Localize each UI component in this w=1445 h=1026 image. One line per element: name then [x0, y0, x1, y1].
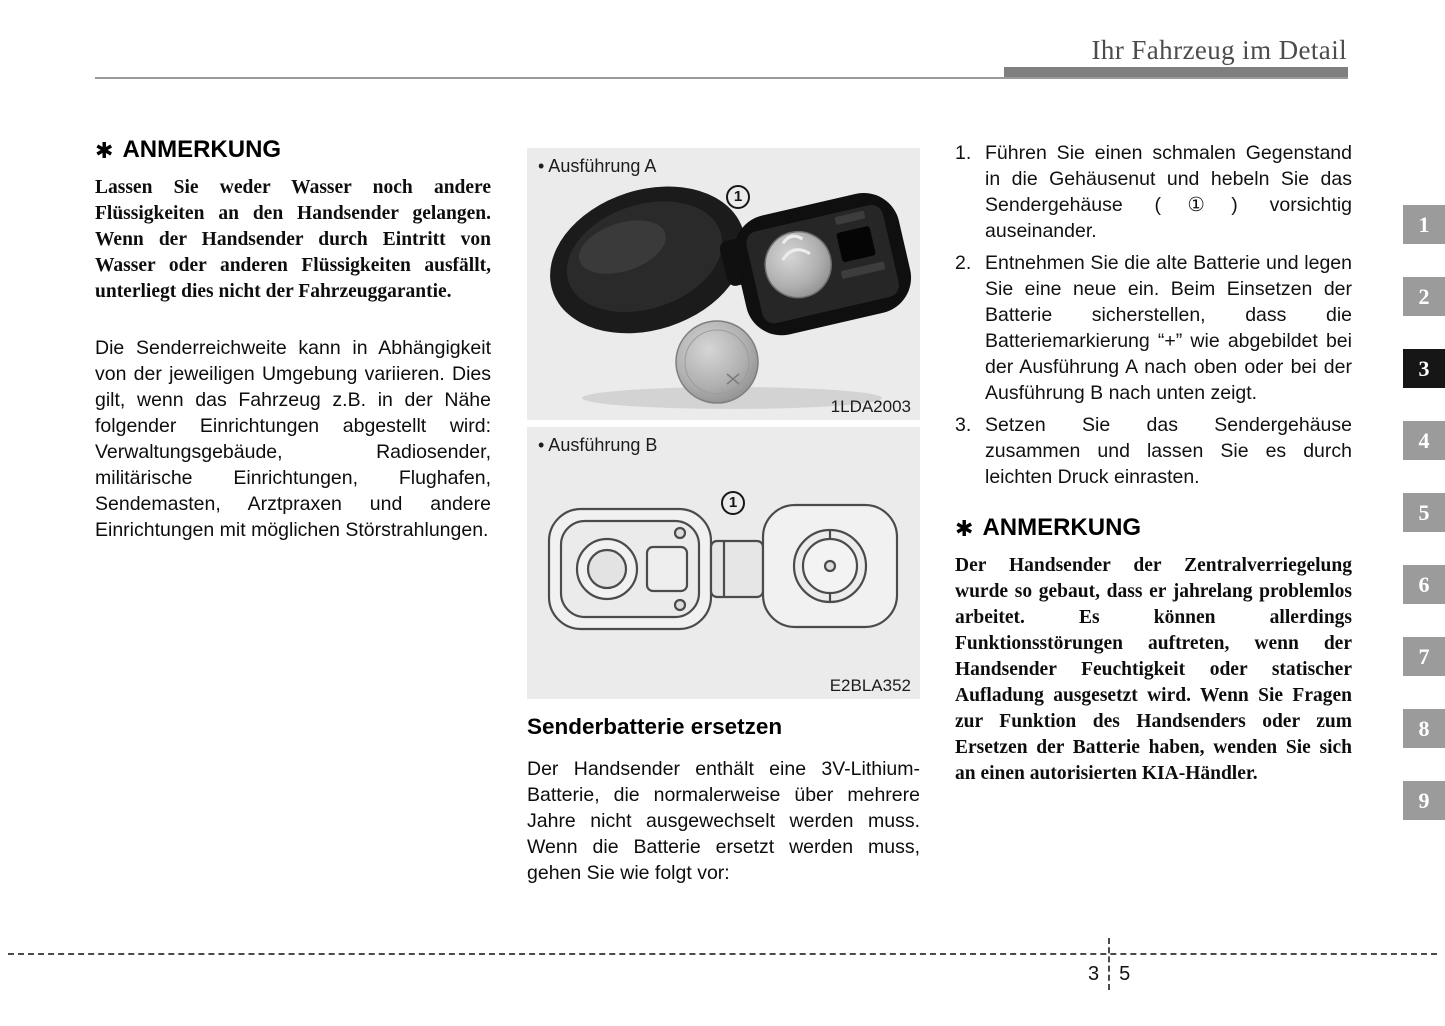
chapter-tab-4: 4: [1403, 421, 1445, 460]
remote-fob-photo-illustration: [527, 148, 920, 420]
step-1-number: 1.: [955, 142, 972, 164]
note-title-right: ANMERKUNG: [982, 514, 1142, 541]
chapter-tab-7: 7: [1403, 637, 1445, 676]
step-3-number: 3.: [955, 414, 972, 436]
figure-ausfuehrung-b: [527, 427, 920, 699]
figure-b-code: E2BLA352: [829, 676, 911, 695]
figure-a-code: 1LDA2003: [830, 397, 911, 416]
footer-dashed-line: [8, 953, 1437, 955]
chapter-tab-9: 9: [1403, 781, 1445, 820]
callout-1-icon: 1: [721, 491, 745, 515]
chapter-tab-6: 6: [1403, 565, 1445, 604]
step-1-text: Führen Sie einen schmalen Gegenstand in die Gehäusenut und hebeln Sie das Sendergehäuse (①) vorsichtig auseinander.: [985, 142, 1352, 242]
chapter-tab-1: 1: [1403, 205, 1445, 244]
step-item-1: [955, 140, 1352, 244]
figure-b-caption: • Ausführung B: [538, 435, 658, 455]
chapter-tabs: [1403, 205, 1445, 853]
body-text-middle: Der Handsender enthält eine 3V-Lithium-Batterie, die normalerweise über mehrere Jahre nicht ausgewechselt werden muss. Wenn die Batterie ersetzt werden muss, gehen Sie wie folgt vor:: [527, 758, 920, 884]
header-rule-thick: [1004, 67, 1348, 77]
step-2-number: 2.: [955, 252, 972, 274]
note-text-right: Der Handsender der Zentralverriegelung wurde so gebaut, dass er jahrelang problemlos arbeitet. Es können allerdings Funktionsstörungen auftreten, wenn der Handsender Feuchtigkeit oder statischer Aufladung ausgesetzt wird. Wenn Sie Fragen zur Funktion des Handsenders oder zum Ersetzen der Batterie haben, wenden Sie sich an einen autorisierten KIA-Händler.: [955, 555, 1352, 784]
middle-column: [527, 148, 920, 886]
chapter-number: 3: [1088, 963, 1100, 985]
page-number-divider: [1108, 938, 1110, 990]
chapter-tab-8: 8: [1403, 709, 1445, 748]
remote-fob-line-drawing: [527, 427, 920, 699]
right-column: [955, 140, 1352, 787]
page-header-title: Ihr Fahrzeug im Detail: [1091, 35, 1347, 65]
note-heading-right: [955, 516, 1352, 540]
page-number: [1088, 938, 1130, 990]
callout-1-icon: 1: [726, 185, 750, 209]
asterisk-icon: ✱: [95, 138, 114, 163]
chapter-tab-2: 2: [1403, 277, 1445, 316]
left-column: [95, 138, 491, 543]
section-title-senderbatterie: Senderbatterie ersetzen: [527, 714, 783, 739]
instruction-steps: [955, 140, 1352, 490]
body-text-left: Die Senderreichweite kann in Abhängigkeit von der jeweiligen Umgebung variieren. Dies gilt, wenn das Fahrzeug z.B. in der Nähe folgender Einrichtungen abgestellt wird: Verwaltungsgebäude, Radiosender, militärische Einrichtungen, Flughafen, Sendemasten, Arztpraxen und andere Einrichtungen mit möglichen Störstrahlungen.: [95, 337, 491, 541]
page-number-value: 5: [1119, 963, 1131, 985]
chapter-tab-3: 3: [1403, 349, 1445, 388]
step-item-3: [955, 412, 1352, 490]
note-text-left: Lassen Sie weder Wasser noch andere Flüssigkeiten an den Handsender gelangen. Wenn der Handsender durch Eintritt von Wasser oder anderen Flüssigkeiten ausfällt, unterliegt dies nicht der Fahrzeuggarantie.: [95, 177, 491, 302]
note-heading-left: [95, 138, 491, 162]
header-rule-thin: [95, 77, 1348, 79]
step-2-text: Entnehmen Sie die alte Batterie und legen Sie eine neue ein. Beim Einsetzen der Batterie sicherstellen, dass die Batteriemarkierung “+” wie abgebildet bei der Ausführung A nach oben oder bei der Ausführung B nach unten zeigt.: [985, 252, 1352, 404]
step-3-text: Setzen Sie das Sendergehäuse zusammen und lassen Sie es durch leichten Druck einrasten.: [985, 414, 1352, 488]
figure-ausfuehrung-a: [527, 148, 920, 420]
asterisk-icon: ✱: [955, 516, 974, 541]
step-item-2: [955, 250, 1352, 406]
chapter-tab-5: 5: [1403, 493, 1445, 532]
note-title-left: ANMERKUNG: [122, 136, 282, 163]
figure-a-caption: • Ausführung A: [538, 156, 657, 176]
